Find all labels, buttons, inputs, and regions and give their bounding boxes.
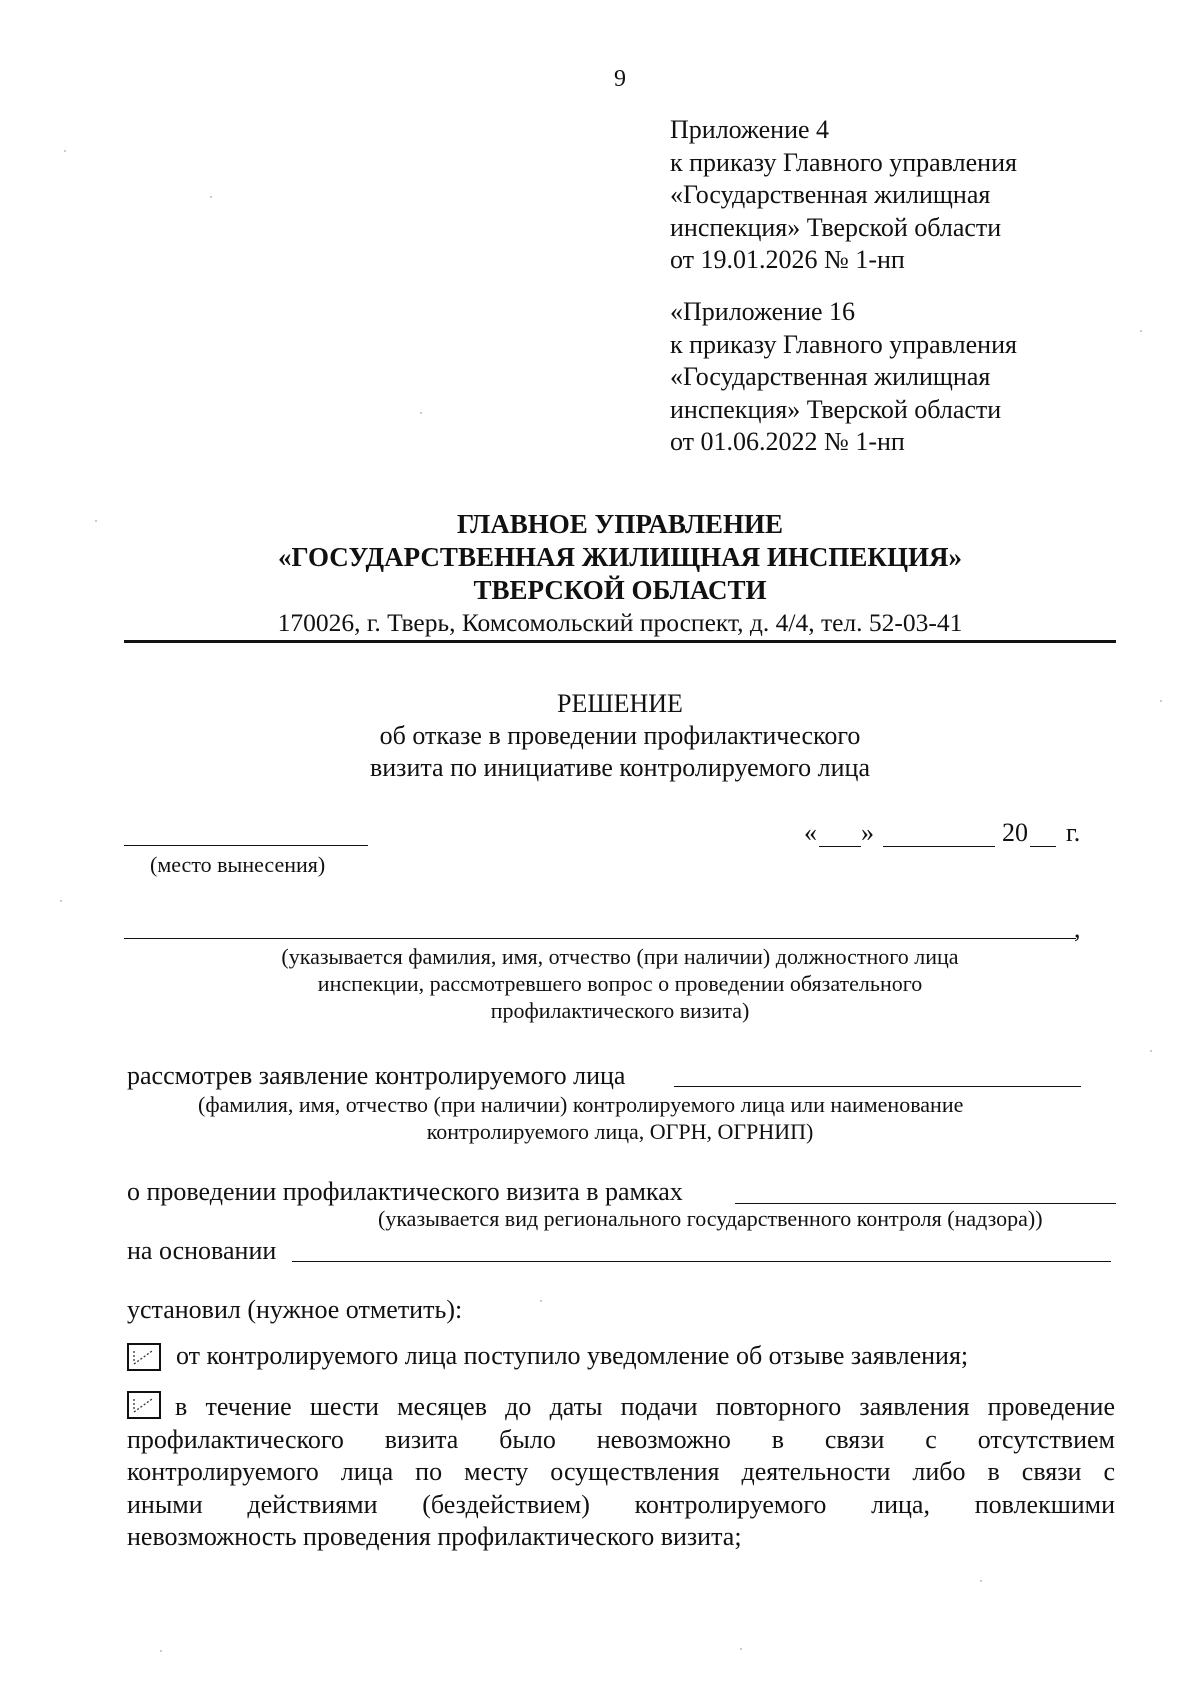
appendix-current-block: [670, 114, 1017, 277]
official-caption-line1: (указывается фамилия, имя, отчество (при наличии) должностного лица: [281, 944, 959, 969]
date-open-quote: «: [804, 818, 817, 847]
basis-field[interactable]: [292, 1261, 1111, 1262]
header-divider: [124, 640, 1116, 643]
appendix-original-line1: «Приложение 16: [670, 297, 856, 326]
option1-text: от контролируемого лица поступило уведомление об отзыве заявления;: [176, 1341, 969, 1370]
date-close-quote: »: [861, 818, 874, 847]
organization-line2: «ГОСУДАРСТВЕННАЯ ЖИЛИЩНАЯ ИНСПЕКЦИЯ»: [277, 542, 963, 572]
appendix-original-line5: от 01.06.2022 № 1-нп: [670, 427, 905, 456]
date-year-field[interactable]: [1030, 846, 1056, 847]
option2-line4: иными действиями (бездействием) контролируемого лица, повлекшими: [127, 1489, 1115, 1519]
document-subtitle-line1: об отказе в проведении профилактического: [379, 721, 861, 750]
applicant-caption-line1: (фамилия, имя, отчество (при наличии) контролируемого лица или наименование: [198, 1092, 964, 1117]
date-day-field[interactable]: [819, 846, 861, 847]
organization-line3: ТВЕРСКОЙ ОБЛАСТИ: [473, 575, 767, 605]
document-subtitle-line2: визита по инициативе контролируемого лица: [369, 753, 870, 782]
appendix-current-line1: Приложение 4: [670, 115, 830, 144]
page-number: 9: [614, 66, 626, 92]
option2-line5: невозможность проведения профилактического визита;: [127, 1522, 742, 1551]
official-name-field[interactable]: [124, 938, 1076, 939]
appendix-current-line3: «Государственная жилищная: [670, 180, 991, 209]
option2-line3: контролируемого лица по месту осуществления деятельности либо в связи с: [127, 1457, 1115, 1486]
option1-checkbox[interactable]: [127, 1343, 161, 1371]
option2-line1: в течение шести месяцев до даты подачи повторного заявления проведение: [175, 1392, 1115, 1421]
place-field-line[interactable]: [124, 845, 368, 846]
date-year-suffix: г.: [1066, 818, 1081, 847]
appendix-current-line2: к приказу Главного управления: [670, 147, 1017, 177]
checkbox-scan-mark-icon: [131, 1347, 157, 1367]
applicant-name-field[interactable]: [674, 1086, 1081, 1087]
appendix-current-line4: инспекция» Тверской области: [670, 212, 1002, 242]
date-month-field[interactable]: [883, 846, 995, 847]
official-caption-line2: инспекции, рассмотревшего вопрос о проведении обязательного: [317, 971, 923, 996]
appendix-original-line4: инспекция» Тверской области: [670, 394, 1002, 424]
appendix-original-line3: «Государственная жилищная: [670, 362, 991, 391]
option2-line2: профилактического визита было невозможно в связи с отсутствием: [127, 1424, 1115, 1454]
option2-paragraph: [127, 1391, 1115, 1554]
control-type-field[interactable]: [735, 1203, 1116, 1204]
applicant-label: рассмотрев заявление контролируемого лица: [127, 1061, 626, 1090]
appendix-original-line2: к приказу Главного управления: [670, 329, 1017, 359]
official-caption-line3: профилактического визита): [490, 998, 750, 1023]
appendix-current-line5: от 19.01.2026 № 1-нп: [670, 245, 905, 274]
official-trailing-comma: ,: [1074, 914, 1081, 943]
basis-label: на основании: [127, 1236, 277, 1265]
date-year-prefix: 20: [1002, 818, 1028, 847]
control-type-caption: (указывается вид регионального государственного контроля (надзора)): [378, 1206, 1043, 1231]
control-type-label: о проведении профилактического визита в рамках: [127, 1177, 683, 1206]
organization-address: 170026, г. Тверь, Комсомольский проспект, д. 4/4, тел. 52-03-41: [277, 608, 963, 637]
document-title: РЕШЕНИЕ: [557, 689, 683, 718]
appendix-original-block: [670, 296, 1017, 459]
place-caption: (место вынесения): [150, 852, 326, 877]
organization-line1: ГЛАВНОЕ УПРАВЛЕНИЕ: [457, 509, 783, 539]
applicant-caption-line2: контролируемого лица, ОГРН, ОГРНИП): [426, 1119, 814, 1144]
established-label: установил (нужное отметить):: [127, 1295, 463, 1324]
